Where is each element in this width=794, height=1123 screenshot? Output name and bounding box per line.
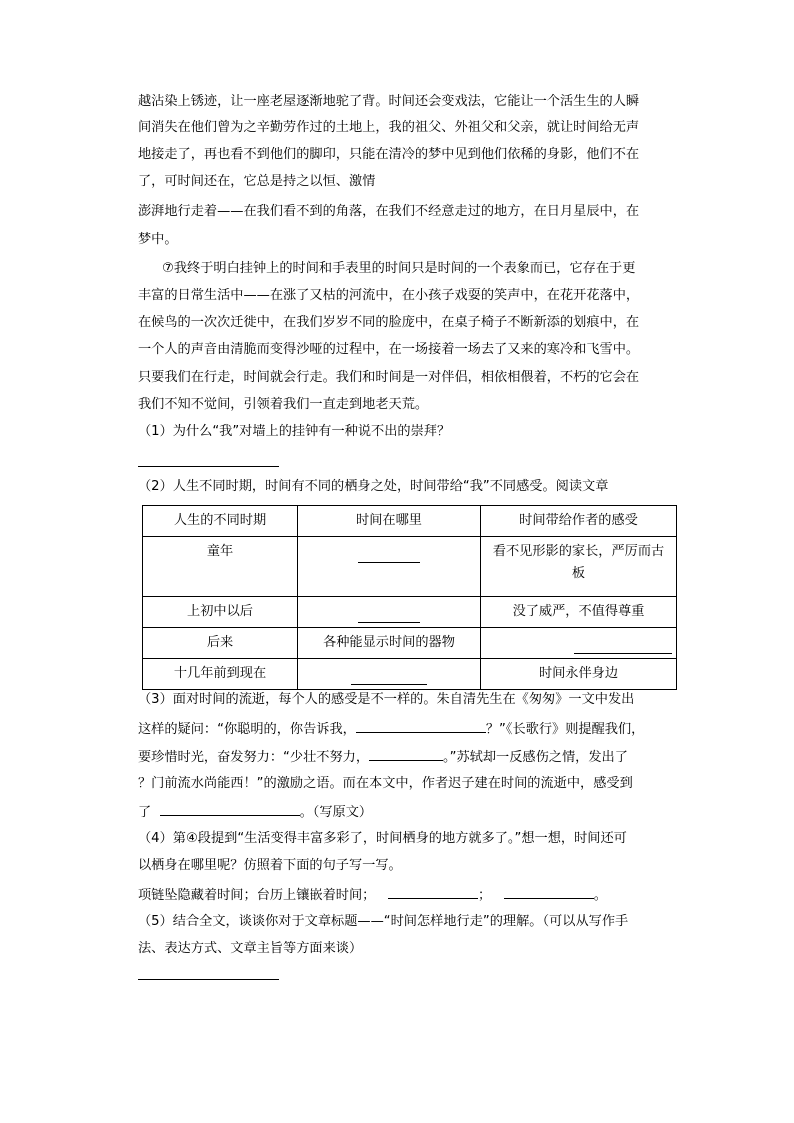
question-3-line: ？门前流水尚能西！”的激励之语。而在本文中，作者迟子建在时间的流逝中，感受到 xyxy=(138,776,633,791)
table-row xyxy=(143,597,677,628)
cell-text: 看不见形影的家长，严厉而古 xyxy=(492,544,665,559)
text-span: 了 xyxy=(138,805,152,820)
text-span: 项链坠隐藏着时间；台历上镶嵌着时间； xyxy=(138,888,376,903)
table-row xyxy=(143,659,677,690)
passage-line: 了，可时间还在，它总是持之以恒、激情 xyxy=(138,174,376,189)
table-cell-period: 童年 xyxy=(143,537,298,597)
passage-line: 一个人的声音由清脆而变得沙哑的过程中，在一场接着一场去了又来的寒冷和飞雪中。 xyxy=(138,342,640,357)
table-cell-period: 十几年前到现在 xyxy=(143,659,298,690)
table-cell-where: 各种能显示时间的器物 xyxy=(298,628,481,659)
passage-line: ⑦我终于明白挂钟上的时间和手表里的时间只是时间的一个表象而已，它存在于更 xyxy=(162,261,636,276)
answer-blank[interactable] xyxy=(356,718,486,733)
question-4-line: 以栖身在哪里呢？仿照着下面的句子写一写。 xyxy=(138,858,402,873)
question-3-line xyxy=(138,746,628,768)
table-header-row xyxy=(143,506,677,537)
table-cell-period: 上初中以后 xyxy=(143,597,298,628)
answer-blank[interactable] xyxy=(504,884,594,899)
table-cell-feeling: 没了威严，不值得尊重 xyxy=(481,597,677,628)
table-row xyxy=(143,628,677,659)
passage-line: 在候鸟的一次次迁徙中，在我们岁岁不同的脸庞中，在桌子椅子不断新添的划痕中，在 xyxy=(138,315,640,330)
question-5-line: 法、表达方式、文章主旨等方面来谈） xyxy=(138,941,363,956)
table-header: 时间在哪里 xyxy=(298,506,481,537)
question-3-line xyxy=(138,718,644,740)
question-3: （3）面对时间的流逝，每个人的感受是不一样的。朱自清先生在《匆匆》一文中发出 xyxy=(138,692,635,707)
passage-line: 越沾染上锈迹，让一座老屋逐渐地驼了背。时间还会变戏法，它能让一个活生生的人瞬 xyxy=(138,94,640,109)
answer-blank[interactable] xyxy=(574,637,672,654)
table-cell-feeling xyxy=(481,537,677,597)
question-3-line xyxy=(138,801,372,823)
table-header: 时间带给作者的感受 xyxy=(481,506,677,537)
table-cell-where[interactable] xyxy=(298,659,481,690)
question-1: （1）为什么“我”对墙上的挂钟有一种说不出的崇拜？ xyxy=(138,424,451,439)
passage-line: 只要我们在行走，时间就会行走。我们和时间是一对伴侣，相依相偎着，不朽的它会在 xyxy=(138,370,640,385)
table-row xyxy=(143,537,677,597)
table-cell-where[interactable] xyxy=(298,537,481,597)
answer-blank[interactable] xyxy=(160,801,300,816)
answer-blank[interactable] xyxy=(358,606,420,623)
text-span: 要珍惜时光，奋发努力：“少壮不努力， xyxy=(138,750,370,765)
passage-line: 我们不知不觉间，引领着我们一直走到地老天荒。 xyxy=(138,397,429,412)
text-span: 。 xyxy=(593,888,607,903)
answer-blank[interactable] xyxy=(388,884,478,899)
answer-blank[interactable] xyxy=(369,746,443,761)
table-cell-feeling: 时间永伴身边 xyxy=(481,659,677,690)
answer-blank[interactable] xyxy=(358,546,420,563)
question-2: （2）人生不同时期，时间有不同的栖身之处，时间带给“我”不同感受。阅读文章 xyxy=(138,479,609,494)
text-span: 。（写原文） xyxy=(299,805,373,820)
passage-line: 间消失在他们曾为之辛勤劳作过的土地上，我的祖父、外祖父和父亲，就让时间给无声 xyxy=(138,120,640,135)
table-cell-feeling[interactable] xyxy=(481,628,677,659)
text-span: 。”苏轼却一反感伤之情，发出了 xyxy=(443,750,628,765)
answer-blank[interactable] xyxy=(351,668,427,685)
passage-line: 梦中。 xyxy=(138,232,178,247)
time-table xyxy=(142,505,677,690)
question-5: （5）结合全文，谈谈你对于文章标题——“时间怎样地行走”的理解。（可以从写作手 xyxy=(138,914,629,929)
text-span: ； xyxy=(477,888,492,903)
answer-blank-q1[interactable] xyxy=(138,466,279,467)
passage-line: 地接走了，再也看不到他们的脚印，只能在清冷的梦中见到他们依稀的身影，他们不在 xyxy=(138,147,640,162)
table-cell-where[interactable] xyxy=(298,597,481,628)
passage-line: 丰富的日常生活中——在涨了又枯的河流中，在小孩子戏耍的笑声中，在花开花落中， xyxy=(138,288,640,303)
passage-line: 澎湃地行走着——在我们看不到的角落，在我们不经意走过的地方，在日月星辰中，在 xyxy=(138,204,640,219)
answer-blank-q5[interactable] xyxy=(138,979,279,980)
text-span: ？”《长歌行》则提醒我们， xyxy=(485,722,645,737)
cell-text: 板 xyxy=(571,566,586,581)
text-span: 这样的疑问：“你聪明的，你告诉我， xyxy=(138,722,356,737)
question-4-line xyxy=(138,884,607,906)
table-header: 人生的不同时期 xyxy=(143,506,298,537)
question-4: （4）第④段提到“生活变得丰富多彩了，时间栖身的地方就多了。”想一想，时间还可 xyxy=(138,831,627,846)
table-cell-period: 后来 xyxy=(143,628,298,659)
